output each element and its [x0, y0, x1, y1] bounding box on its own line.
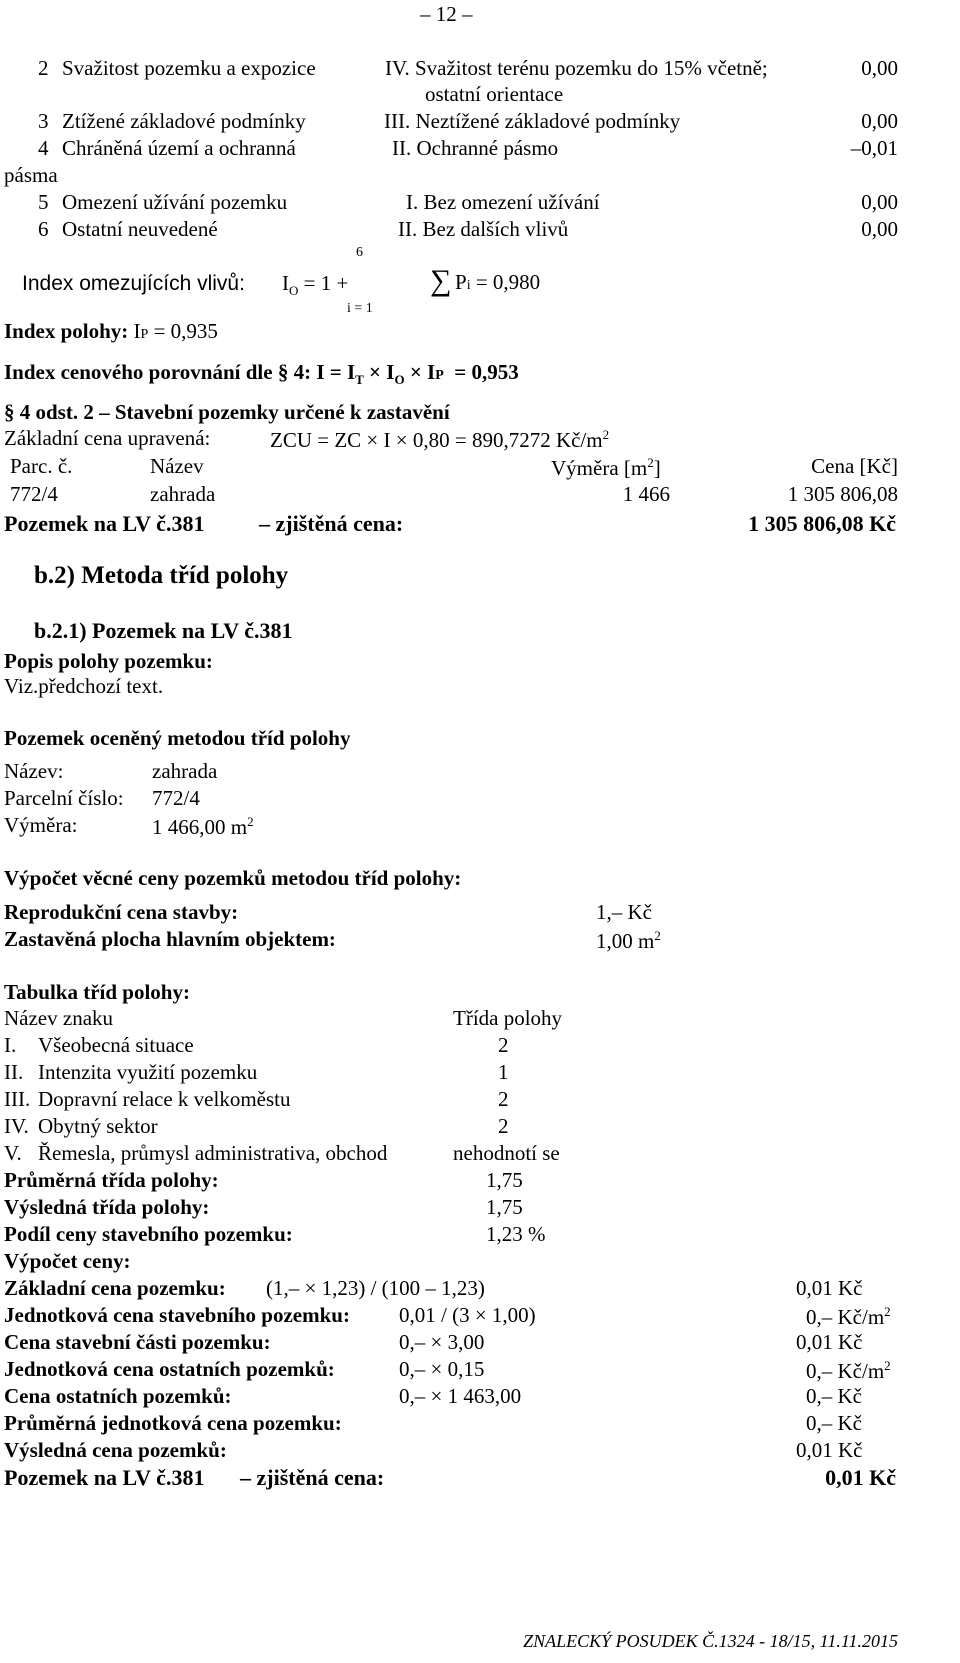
- avg-class-label: Průměrná třída polohy:: [4, 1168, 219, 1192]
- influence-value: 0,00: [861, 56, 898, 80]
- calc-formula: 0,– × 3,00: [399, 1330, 485, 1354]
- final-result-label: Pozemek na LV č.381: [4, 1465, 205, 1490]
- col-header-class: Třída polohy: [453, 1006, 563, 1030]
- final-result-value: 0,01 Kč: [825, 1465, 896, 1490]
- avg-class-value: 1,75: [486, 1168, 523, 1192]
- calc-value: 0,– Kč: [806, 1384, 862, 1408]
- area-label: Výměra:: [4, 813, 78, 837]
- share-label: Podíl ceny stavebního pozemku:: [4, 1222, 293, 1246]
- influence-num: 4: [38, 136, 49, 160]
- calc-formula: 0,01 / (3 × 1,00): [399, 1303, 536, 1327]
- calc-value: 0,01 Kč: [796, 1330, 863, 1354]
- calc-value: 0,– $Kč/m^2$: [806, 1304, 891, 1329]
- built-area-value: 1,00 $m^2$: [596, 928, 661, 953]
- influence-name-cont: pásma: [4, 163, 58, 187]
- calc-title: Výpočet věcné ceny pozemků metodou tříd polohy:: [4, 866, 462, 890]
- price-calc-label: Výpočet ceny:: [4, 1249, 131, 1273]
- col-header-feature: Název znaku: [4, 1006, 114, 1030]
- index-polohy: Index polohy: IP = 0,935: [4, 319, 218, 343]
- calc-formula: 0,– × 1 463,00: [399, 1384, 522, 1408]
- result-class-value: 1,75: [486, 1195, 523, 1219]
- class-row-value: 2: [498, 1114, 509, 1138]
- class-row-label: Všeobecná situace: [38, 1033, 194, 1057]
- class-row-label: Dopravní relace k velkoměstu: [38, 1087, 291, 1111]
- page-number: – 12 –: [420, 2, 473, 26]
- calc-label: Jednotková cena stavebního pozemku:: [4, 1303, 350, 1327]
- classes-title: Tabulka tříd polohy:: [4, 980, 190, 1004]
- base-price-label: Základní cena upravená:: [4, 426, 211, 450]
- result-class-label: Výsledná třída polohy:: [4, 1195, 210, 1219]
- name-label: Název:: [4, 759, 64, 783]
- area-value: 1 466,00 $m^2$: [152, 814, 254, 839]
- col-header-price: Cena [Kč]: [811, 454, 898, 478]
- section-result-label: Pozemek na LV č.381: [4, 511, 205, 536]
- influence-class: II. Bez dalších vlivů: [398, 217, 569, 241]
- footer: ZNALECKÝ POSUDEK Č.1324 - 18/15, 11.11.2015: [523, 1631, 898, 1651]
- section-heading: § 4 odst. 2 – Stavební pozemky určené k zastavění: [4, 400, 450, 424]
- class-row-num: IV.: [4, 1114, 29, 1138]
- built-area-label: Zastavěná plocha hlavním objektem:: [4, 927, 336, 951]
- row-area: 1 466: [622, 482, 670, 506]
- influence-value: 0,00: [861, 109, 898, 133]
- calc-label: Základní cena pozemku:: [4, 1276, 226, 1300]
- influence-class-cont: ostatní orientace: [425, 82, 564, 106]
- calc-label: Cena stavební části pozemku:: [4, 1330, 271, 1354]
- calc-value: 0,– Kč: [806, 1411, 862, 1435]
- sum-upper-limit: 6: [356, 245, 363, 260]
- calc-label: Cena ostatních pozemků:: [4, 1384, 232, 1408]
- index-total: Index cenového porovnání dle § 4: $I = I_T \times I_O$ × IP = 0,953: [4, 360, 519, 388]
- class-row-label: Intenzita využití pozemku: [38, 1060, 258, 1084]
- repro-label: Reprodukční cena stavby:: [4, 900, 239, 924]
- influence-class: IV. Svažitost terénu pozemku do 15% včetně;: [385, 56, 768, 80]
- section-result-value: 1 305 806,08 Kč: [748, 511, 896, 536]
- influence-class: I. Bez omezení užívání: [406, 190, 600, 214]
- influence-num: 3: [38, 109, 49, 133]
- class-row-num: V.: [4, 1141, 22, 1165]
- block-title: Pozemek oceněný metodou tříd polohy: [4, 726, 351, 750]
- class-row-value: 2: [498, 1087, 509, 1111]
- calc-label: Výsledná cena pozemků:: [4, 1438, 227, 1462]
- calc-label: Jednotková cena ostatních pozemků:: [4, 1357, 335, 1381]
- influence-value: 0,00: [861, 217, 898, 241]
- class-row-label: Řemesla, průmysl administrativa, obchod: [38, 1141, 388, 1165]
- base-price-formula: ZCU = ZC × I × 0,80 = 890,7272 $Kč/m^2$: [270, 427, 610, 452]
- sum-term: Pi = 0,980: [455, 270, 541, 294]
- calc-formula: (1,– × 1,23) / (100 – 1,23): [266, 1276, 485, 1300]
- class-row-label: Obytný sektor: [38, 1114, 158, 1138]
- row-parcel: 772/4: [10, 482, 58, 506]
- parcel-label: Parcelní číslo:: [4, 786, 124, 810]
- col-header-area: Výměra $[m^2]$: [551, 455, 661, 480]
- calc-value: 0,– $Kč/m^2$: [806, 1358, 891, 1383]
- index-o-formula: $I_O = 1$ +: [282, 271, 349, 299]
- influence-value: 0,00: [861, 190, 898, 214]
- name-value: zahrada: [152, 759, 218, 783]
- parcel-value: 772/4: [152, 786, 200, 810]
- description-text: Viz.předchozí text.: [4, 674, 164, 698]
- influence-num: 2: [38, 56, 49, 80]
- calc-formula: 0,– × 0,15: [399, 1357, 485, 1381]
- influence-num: 5: [38, 190, 49, 214]
- influence-name: Ostatní neuvedené: [62, 217, 218, 241]
- index-o-label: Index omezujících vlivů:: [22, 272, 245, 295]
- influence-class: III. Neztížené základové podmínky: [384, 109, 681, 133]
- col-header-parcel: Parc. č.: [10, 454, 73, 478]
- sum-lower-limit: i = 1: [347, 301, 373, 316]
- col-header-name: Název: [150, 454, 204, 478]
- row-name: zahrada: [150, 482, 216, 506]
- class-row-value: 1: [498, 1060, 509, 1084]
- class-row-num: III.: [4, 1087, 31, 1111]
- calc-value: 0,01 Kč: [796, 1438, 863, 1462]
- influence-name: Ztížené základové podmínky: [62, 109, 306, 133]
- influence-name: Chráněná území a ochranná: [62, 136, 296, 160]
- class-row-num: I.: [4, 1033, 17, 1057]
- section-result-dash: – zjištěná cena:: [259, 511, 404, 536]
- repro-value: 1,– Kč: [596, 900, 652, 924]
- influence-value: –0,01: [850, 136, 898, 160]
- row-price: 1 305 806,08: [787, 482, 898, 506]
- method-subheading: b.2.1) Pozemek na LV č.381: [34, 618, 293, 643]
- class-row-num: II.: [4, 1060, 24, 1084]
- final-result-dash: – zjištěná cena:: [240, 1465, 385, 1490]
- sum-symbol: ∑: [430, 264, 452, 297]
- class-row-value: 2: [498, 1033, 509, 1057]
- influence-name: Omezení užívání pozemku: [62, 190, 288, 214]
- influence-num: 6: [38, 217, 49, 241]
- influence-name: Svažitost pozemku a expozice: [62, 56, 316, 80]
- calc-label: Průměrná jednotková cena pozemku:: [4, 1411, 342, 1435]
- influence-class: II. Ochranné pásmo: [392, 136, 559, 160]
- calc-value: 0,01 Kč: [796, 1276, 863, 1300]
- description-label: Popis polohy pozemku:: [4, 649, 213, 673]
- share-value: 1,23 %: [486, 1222, 546, 1246]
- method-heading: b.2) Metoda tříd polohy: [34, 562, 289, 589]
- class-row-value: nehodnotí se: [453, 1141, 560, 1165]
